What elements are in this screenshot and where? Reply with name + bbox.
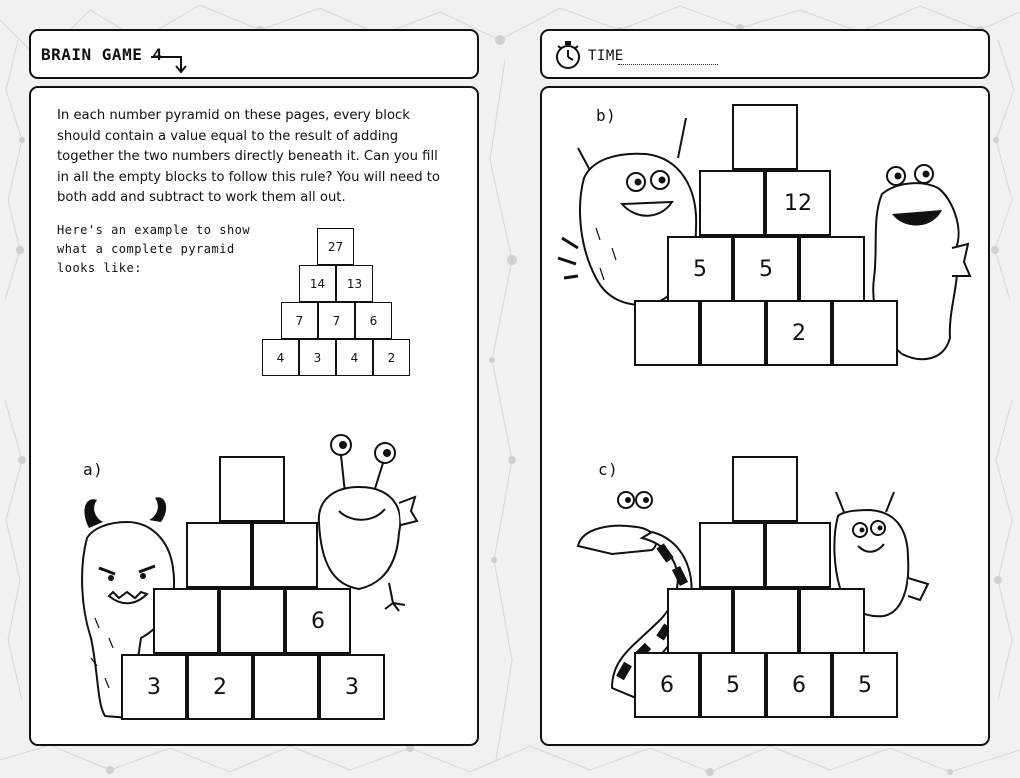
puzzle-b-block[interactable] [832, 300, 898, 366]
instructions-text: In each number pyramid on these pages, every block should contain a value equal to the result of adding together the two numbers directly beneath it. Can you fill in all the empty blocks to follow this rule? You will need to both add and subtract to work them all out. [57, 108, 440, 205]
puzzle-a-block[interactable] [219, 456, 285, 522]
puzzle-c-label: c) [598, 460, 619, 479]
brain-game-title: BRAIN GAME 4 [41, 45, 163, 64]
left-header-panel [29, 29, 479, 79]
puzzle-b-block[interactable]: 2 [766, 300, 832, 366]
puzzle-c-block[interactable] [799, 588, 865, 654]
puzzle-c-block[interactable]: 5 [700, 652, 766, 718]
puzzle-a-block[interactable] [186, 522, 252, 588]
puzzle-c-block[interactable]: 6 [634, 652, 700, 718]
time-label: TIME [588, 48, 624, 64]
puzzle-b-block[interactable]: 5 [733, 236, 799, 302]
puzzle-b-block[interactable] [699, 170, 765, 236]
puzzle-a-block[interactable] [253, 654, 319, 720]
example-block: 7 [318, 302, 355, 339]
example-label: Here's an example to show what a complete pyramid looks like: [57, 223, 251, 275]
puzzle-a-block[interactable]: 3 [121, 654, 187, 720]
time-entry-line[interactable] [618, 64, 718, 65]
left-content-panel [29, 86, 479, 746]
puzzle-c-block[interactable]: 6 [766, 652, 832, 718]
example-block: 2 [373, 339, 410, 376]
puzzle-b-block[interactable] [799, 236, 865, 302]
puzzle-a-block[interactable] [153, 588, 219, 654]
puzzle-c-block[interactable] [765, 522, 831, 588]
puzzle-c-block[interactable] [732, 456, 798, 522]
example-block: 4 [336, 339, 373, 376]
example-block: 6 [355, 302, 392, 339]
puzzle-a-block[interactable]: 2 [187, 654, 253, 720]
puzzle-c-block[interactable] [667, 588, 733, 654]
puzzle-b-block[interactable] [732, 104, 798, 170]
puzzle-b-block[interactable]: 12 [765, 170, 831, 236]
example-block: 7 [281, 302, 318, 339]
puzzle-b-block[interactable] [700, 300, 766, 366]
right-content-panel [540, 86, 990, 746]
example-block: 27 [317, 228, 354, 265]
example-block: 13 [336, 265, 373, 302]
example-block: 14 [299, 265, 336, 302]
puzzle-b-block[interactable] [634, 300, 700, 366]
right-header-panel [540, 29, 990, 79]
example-block: 3 [299, 339, 336, 376]
puzzle-c-block[interactable] [733, 588, 799, 654]
puzzle-c-block[interactable] [699, 522, 765, 588]
puzzle-a-label: a) [83, 460, 104, 479]
puzzle-a-block[interactable]: 3 [319, 654, 385, 720]
example-block: 4 [262, 339, 299, 376]
puzzle-a-block[interactable]: 6 [285, 588, 351, 654]
puzzle-b-label: b) [596, 106, 617, 125]
puzzle-a-block[interactable] [219, 588, 285, 654]
down-arrow-icon [149, 49, 189, 75]
puzzle-b-block[interactable]: 5 [667, 236, 733, 302]
stopwatch-icon [554, 40, 582, 70]
puzzle-a-block[interactable] [252, 522, 318, 588]
puzzle-c-block[interactable]: 5 [832, 652, 898, 718]
